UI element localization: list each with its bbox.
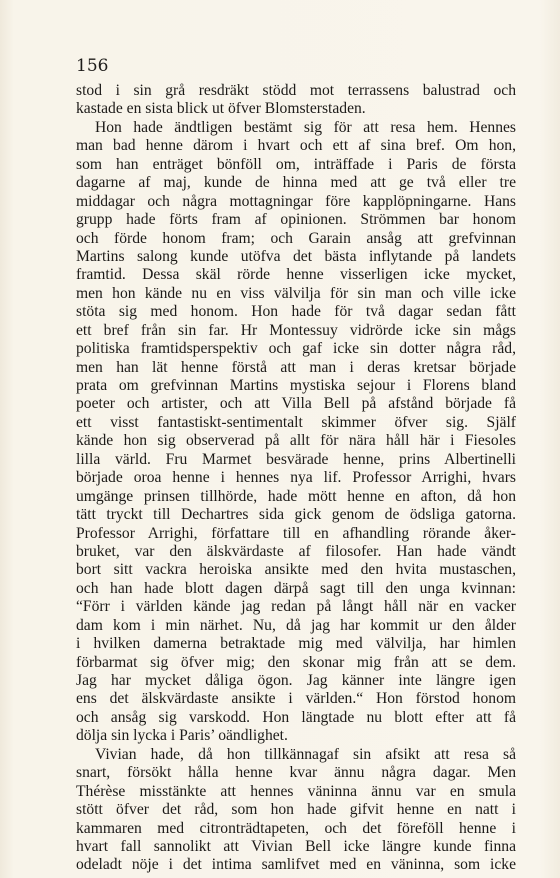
text-line: stött öfver det råd, som hon hade gifvit henne en natt i: [76, 801, 516, 819]
text-line: tätt tryckt till Dechartres sida gick genom de ödsliga gatorna.: [76, 506, 516, 524]
text-line: politiska framtidsperspektiv och gaf icke sin dotter några råd,: [76, 340, 516, 358]
text-line: Vivian hade, då hon tillkännagaf sin afsikt att resa så: [95, 745, 516, 763]
text-line: men han lät henne förstå att man i deras kretsar började: [76, 358, 516, 376]
text-line: Thérèse misstänkte att hennes väninna ännu var en smula: [76, 782, 516, 800]
text-line: ens det älskvärdaste ansikte i världen.“ Hon förstod honom: [76, 690, 516, 708]
text-line: grupp hade förts fram af opinionen. Strömmen bar honom: [76, 211, 516, 229]
text-line: Hon hade ändtligen bestämt sig för att resa hem. Hennes: [95, 118, 516, 136]
text-line: och förde honom fram; och Garain ansåg att grefvinnan: [76, 229, 516, 247]
text-line: “Förr i världen kände jag redan på långt håll när en vacker: [76, 598, 516, 616]
text-line: som han enträget bönföll om, inträffade i Paris de första: [76, 155, 516, 173]
text-line: hvart fall sannolikt att Vivian Bell icke längre kunde finna: [76, 837, 516, 855]
text-line: ett bref från sin far. Hr Montessuy vidrörde icke sin mågs: [76, 321, 516, 339]
text-line: och ansåg sig varskodd. Hon längtade nu blott efter att få: [76, 708, 516, 726]
text-line: lilla värld. Fru Marmet besvärade henne, prins Albertinelli: [76, 450, 516, 468]
page-number: 156: [76, 56, 109, 76]
text-line: snart, försökt hålla henne kvar ännu några dagar. Men: [76, 764, 516, 782]
text-line: bort sitt vackra heroiska ansikte med den hvita mustaschen,: [76, 561, 516, 579]
text-line: kastade en sista blick ut öfver Blomsterstaden.: [76, 100, 366, 118]
text-line: Jag har mycket dåliga ögon. Jag känner inte längre igen: [76, 672, 516, 689]
text-line: umgänge prinsen tillhörde, hade mött henne en afton, då hon: [76, 487, 516, 505]
text-line: Professor Arrighi, författare till en afhandling rörande åker-: [76, 524, 516, 542]
text-line: ett visst fantastiskt-sentimentalt skimmer öfver sig. Själf: [76, 413, 516, 431]
text-line: dölja sin lycka i Paris’ oändlighet.: [76, 727, 288, 745]
text-line: stöta sig med honom. Hon hade för två dagar sedan fått: [76, 303, 516, 321]
text-line: middagar och några mottagningar före kapplöpningarne. Hans: [76, 192, 516, 210]
text-line: kände hon sig observerad på allt för nära håll här i Fiesoles: [76, 432, 516, 450]
text-line: bruket, var den älskvärdaste af filosofer. Han hade vändt: [76, 542, 516, 560]
text-line: började oroa henne i hennes nya lif. Professor Arrighi, hvars: [76, 469, 516, 487]
text-line: förbarmat sig öfver mig; den skonar mig från att se dem.: [76, 653, 516, 671]
body-text: [76, 82, 516, 875]
text-line: man bad henne därom i hvart och ett af sina bref. Om hon,: [76, 137, 516, 155]
text-line: i hvilken damerna betraktade mig med välvilja, har himlen: [76, 635, 516, 653]
text-line: men hon kände nu en viss välvilja för sin man och ville icke: [76, 284, 516, 302]
text-line: prata om grefvinnan Martins mystiska sejour i Florens bland: [76, 377, 516, 394]
text-line: dam kom i min närhet. Nu, då jag har kommit ur den ålder: [76, 616, 516, 634]
text-line: framtid. Dessa skäl rörde henne visserligen icke mycket,: [76, 266, 516, 284]
text-line: dagarne af maj, kunde de hinna med att ge två eller tre: [76, 174, 516, 192]
text-line: Martins salong kunde utöfva det bästa inflytande på landets: [76, 247, 516, 265]
text-line: poeter och artister, och att Villa Bell på afstånd började få: [76, 395, 516, 413]
text-line: kammaren med citronträdtapeten, och det föreföll henne i: [76, 819, 516, 837]
text-line: stod i sin grå resdräkt stödd mot terrassens balustrad och: [76, 82, 516, 99]
text-line: och han hade blott dagen därpå sagt till den unga kvinnan:: [76, 579, 516, 597]
text-line: odeladt nöje i det intima samlifvet med en väninna, som icke: [76, 856, 516, 874]
